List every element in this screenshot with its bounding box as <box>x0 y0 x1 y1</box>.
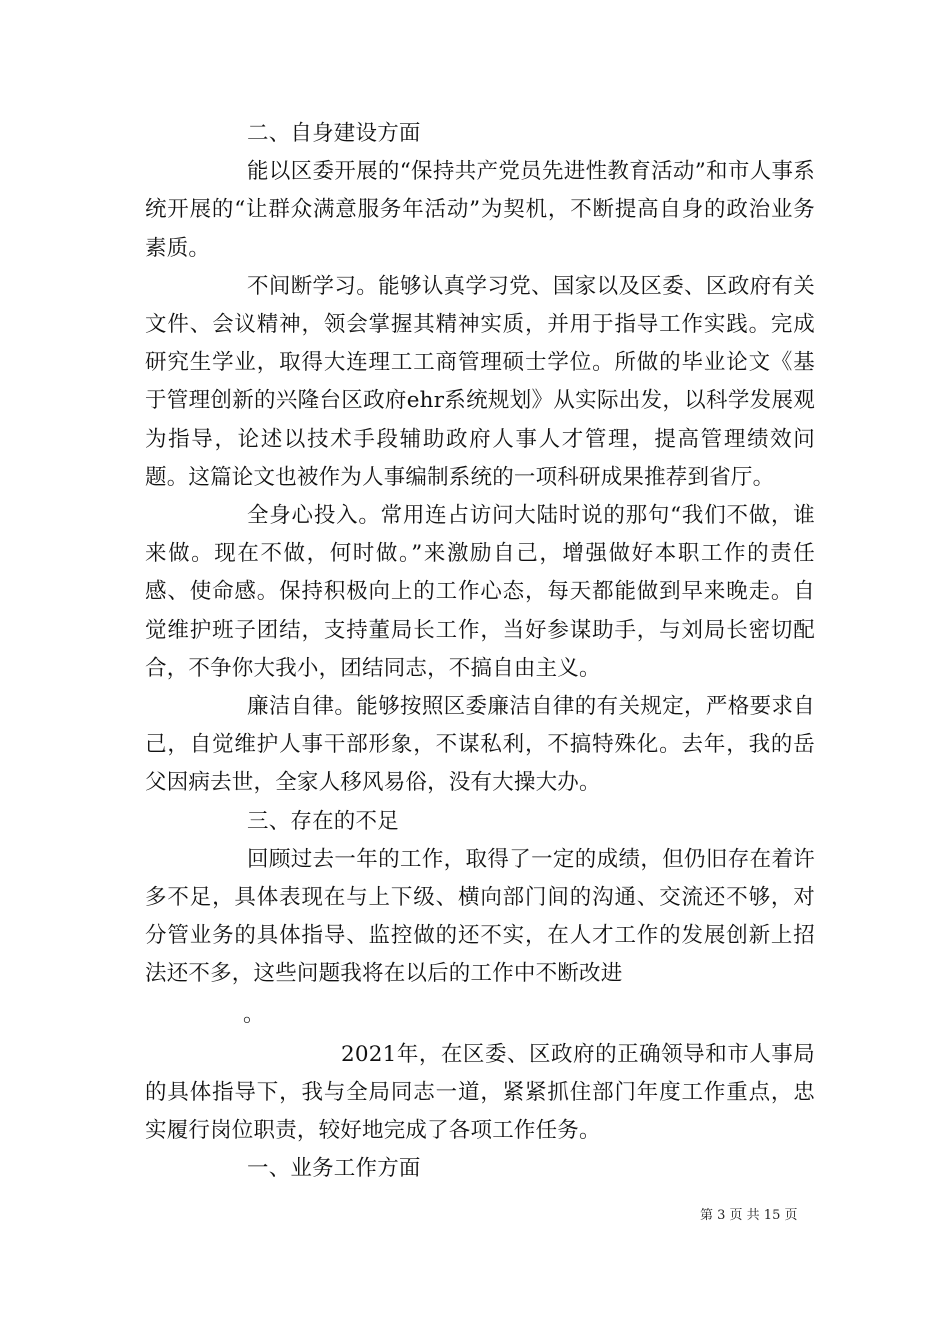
paragraph-lone-period: 。 <box>243 1001 265 1027</box>
section-heading-business-work: 一、业务工作方面 <box>247 1156 421 1182</box>
paragraph-integrity: 廉洁自律。能够按照区委廉洁自律的有关规定，严格要求自己，自觉维护人事干部形象，不谋私利，不搞特殊化。去年，我的岳父因病去世，全家人移风易俗，没有大操大办。 <box>145 694 815 796</box>
document-body <box>145 115 815 1189</box>
paragraph-year-summary: 2021年，在区委、区政府的正确领导和市人事局的具体指导下，我与全局同志一道，紧紧抓住部门年度工作重点，忠实履行岗位职责，较好地完成了各项工作任务。 <box>145 1041 815 1144</box>
paragraph-shortcomings: 回顾过去一年的工作，取得了一定的成绩，但仍旧存在着许多不足，具体表现在与上下级、横向部门间的沟通、交流还不够，对分管业务的具体指导、监控做的还不实，在人才工作的发展创新上招法还不多，这些问题我将在以后的工作中不断改进 <box>145 846 815 987</box>
paragraph-full-dedication: 全身心投入。常用连占访问大陆时说的那句“我们不做，谁来做。现在不做，何时做。”来激励自己，增强做好本职工作的责任感、使命感。保持积极向上的工作心态，每天都能做到早来晚走。自觉维护班子团结，支持董局长工作，当好参谋助手，与刘局长密切配合，不争你大我小，团结同志，不搞自由主义。 <box>145 503 815 681</box>
paragraph-self-building-intro: 能以区委开展的“保持共产党员先进性教育活动”和市人事系统开展的“让群众满意服务年活动”为契机，不断提高自身的政治业务素质。 <box>145 159 815 261</box>
paragraph-continuous-learning: 不间断学习。能够认真学习党、国家以及区委、区政府有关文件、会议精神，领会掌握其精神实质，并用于指导工作实践。完成研究生学业，取得大连理工工商管理硕士学位。所做的毕业论文《基于管理创新的兴隆台区政府ehr系统规划》从实际出发，以科学发展观为指导，论述以技术手段辅助政府人事人才管理，提高管理绩效问题。这篇论文也被作为人事编制系统的一项科研成果推荐到省厅。 <box>145 273 815 490</box>
page-number-footer: 第 3 页 共 15 页 <box>700 1208 798 1223</box>
section-heading-self-building: 二、自身建设方面 <box>247 121 421 146</box>
section-heading-shortcomings: 三、存在的不足 <box>247 808 399 834</box>
